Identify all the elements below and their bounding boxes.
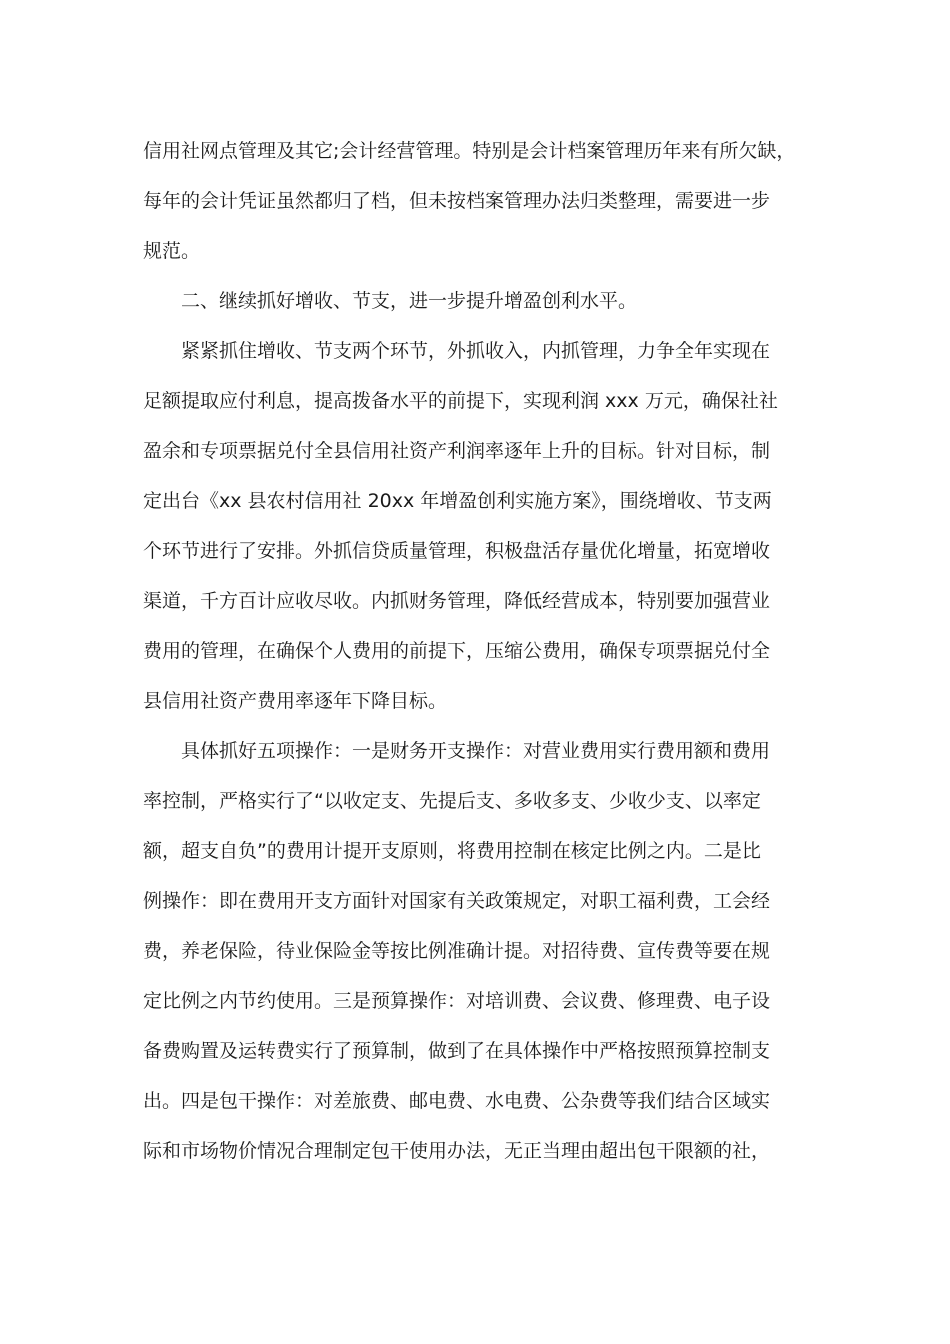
text-line: 渠道，千方百计应收尽收。内抓财务管理，降低经营成本，特别要加强营业 [143,590,771,612]
text-line: 具体抓好五项操作：一是财务开支操作：对营业费用实行费用额和费用 [181,740,771,762]
text-line: 定比例之内节约使用。三是预算操作：对培训费、会议费、修理费、电子设 [143,990,771,1012]
text-line: 率控制，严格实行了“以收定支、先提后支、多收多支、少收少支、以率定 [143,790,761,812]
text-line: 定出台《xx 县农村信用社 20xx 年增盈创利实施方案》，围绕增收、节支两 [143,490,772,512]
text-line: 费，养老保险，待业保险金等按比例准确计提。对招待费、宣传费等要在规 [143,940,771,962]
text-line: 际和市场物价情况合理制定包干使用办法，无正当理由超出包干限额的社， [143,1140,771,1162]
text-line: 盈余和专项票据兑付全县信用社资产利润率逐年上升的目标。针对目标，制 [143,440,771,462]
text-line: 费用的管理，在确保个人费用的前提下，压缩公费用，确保专项票据兑付全 [143,640,771,662]
text-line: 紧紧抓住增收、节支两个环节，外抓收入，内抓管理，力争全年实现在 [181,340,771,362]
text-line: 个环节进行了安排。外抓信贷质量管理，积极盘活存量优化增量，拓宽增收 [143,540,771,562]
text-line: 例操作：即在费用开支方面针对国家有关政策规定，对职工福利费，工会经 [143,890,771,912]
text-line: 信用社网点管理及其它;会计经营管理。特别是会计档案管理历年来有所欠缺， [143,140,796,162]
text-line: 每年的会计凭证虽然都归了档，但未按档案管理办法归类整理，需要进一步 [143,190,771,212]
text-line: 规范。 [143,240,201,262]
document-body [143,126,796,1176]
section-heading: 二、继续抓好增收、节支，进一步提升增盈创利水平。 [181,290,638,312]
text-line: 出。四是包干操作：对差旅费、邮电费、水电费、公杂费等我们结合区域实 [143,1090,771,1112]
text-line: 额，超支自负”的费用计提开支原则，将费用控制在核定比例之内。二是比 [143,840,761,862]
text-line: 备费购置及运转费实行了预算制，做到了在具体操作中严格按照预算控制支 [143,1040,771,1062]
text-line: 足额提取应付利息，提高拨备水平的前提下，实现利润 xxx 万元，确保社社 [143,390,778,412]
text-line: 县信用社资产费用率逐年下降目标。 [143,690,448,712]
